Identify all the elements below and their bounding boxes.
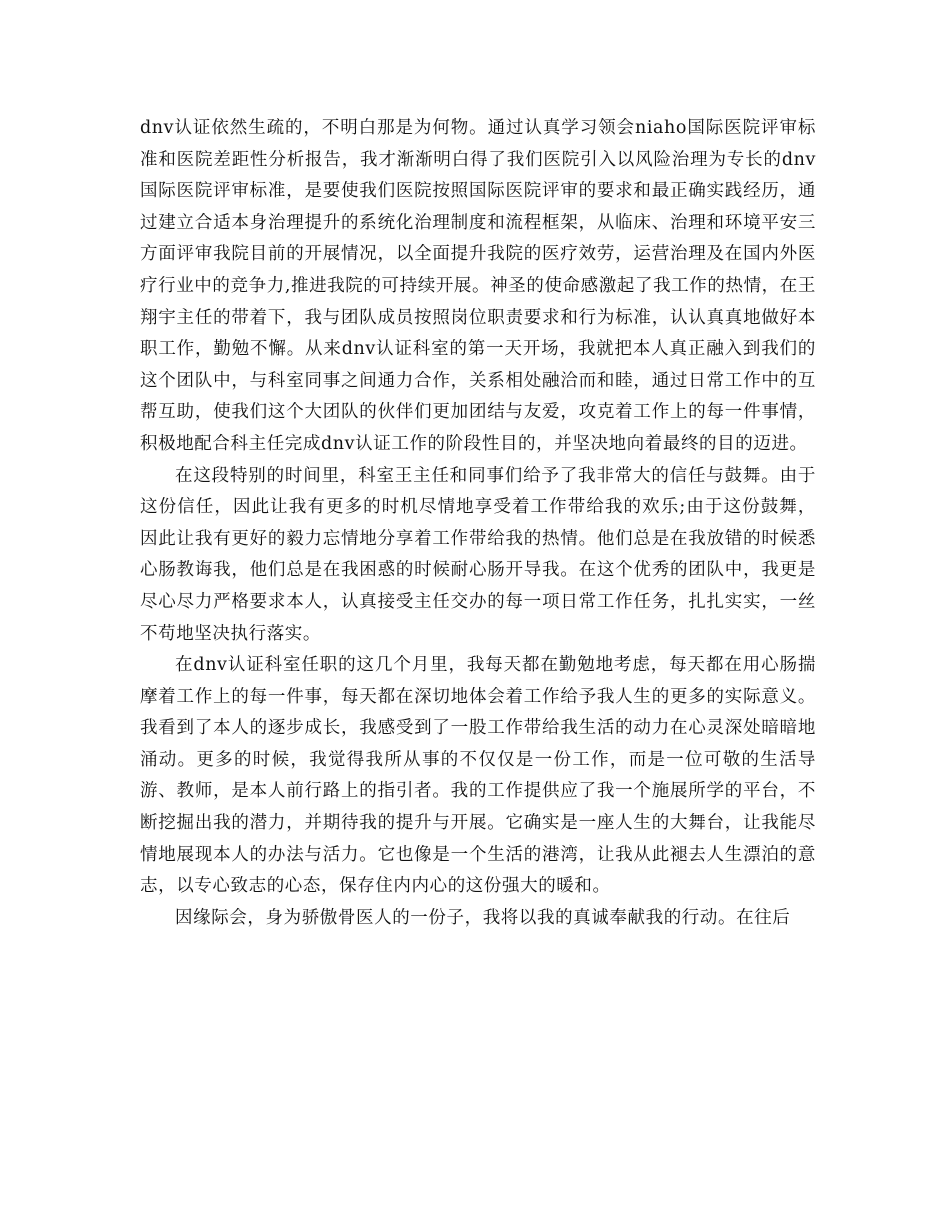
paragraph-3: 在dnv认证科室任职的这几个月里，我每天都在勤勉地考虑，每天都在用心肠揣摩着工作上的每一件事，每天都在深切地体会着工作给予我人生的更多的实际意义。我看到了本人的逐步成长，我感受到了一股工作带给我生活的动力在心灵深处暗暗地涌动。更多的时候，我觉得我所从事的不仅仅是一份工作，而是一位可敬的生活导游、教师，是本人前行路上的指引者。我的工作提供应了我一个施展所学的平台，不断挖掘出我的潜力，并期待我的提升与开展。它确实是一座人生的大舞台，让我能尽情地展现本人的办法与活力。它也像是一个生活的港湾，让我从此褪去人生漂泊的意志，以专心致志的心态，保存住内内心的这份强大的暖和。 bbox=[140, 655, 816, 897]
paragraph-1: dnv认证依然生疏的，不明白那是为何物。通过认真学习领会niaho国际医院评审标准和医院差距性分析报告，我才渐渐明白得了我们医院引入以风险治理为专长的dnv国际医院评审标准，是要使我们医院按照国际医院评审的要求和最正确实践经历，通过建立合适本身治理提升的系统化治理制度和流程框架，从临床、治理和环境平安三方面评审我院目前的开展情况，以全面提升我院的医疗效劳，运营治理及在国内外医疗行业中的竞争力,推进我院的可持续开展。神圣的使命感激起了我工作的热情，在王翔宇主任的带着下，我与团队成员按照岗位职责要求和行为标准，认认真真地做好本职工作，勤勉不懈。从来dnv认证科室的第一天开场，我就把本人真正融入到我们的这个团队中，与科室同事之间通力合作，关系相处融洽而和睦，通过日常工作中的互帮互助，使我们这个大团队的伙伴们更加团结与友爱，攻克着工作上的每一件事情，积极地配合科主任完成dnv认证工作的阶段性目的，并坚决地向着最终的目的迈进。 bbox=[140, 118, 816, 454]
paragraph-2: 在这段特别的时间里，科室王主任和同事们给予了我非常大的信任与鼓舞。由于这份信任，因此让我有更多的时机尽情地享受着工作带给我的欢乐;由于这份鼓舞，因此让我有更好的毅力忘情地分享着工作带给我的热情。他们总是在我放错的时候悉心肠教诲我，他们总是在我困惑的时候耐心肠开导我。在这个优秀的团队中，我更是尽心尽力严格要求本人，认真接受主任交办的每一项日常工作任务，扎扎实实，一丝不苟地坚决执行落实。 bbox=[140, 465, 816, 644]
document-body bbox=[140, 113, 816, 934]
paragraph-4: 因缘际会，身为骄傲骨医人的一份子，我将以我的真诚奉献我的行动。在往后 bbox=[175, 907, 791, 928]
